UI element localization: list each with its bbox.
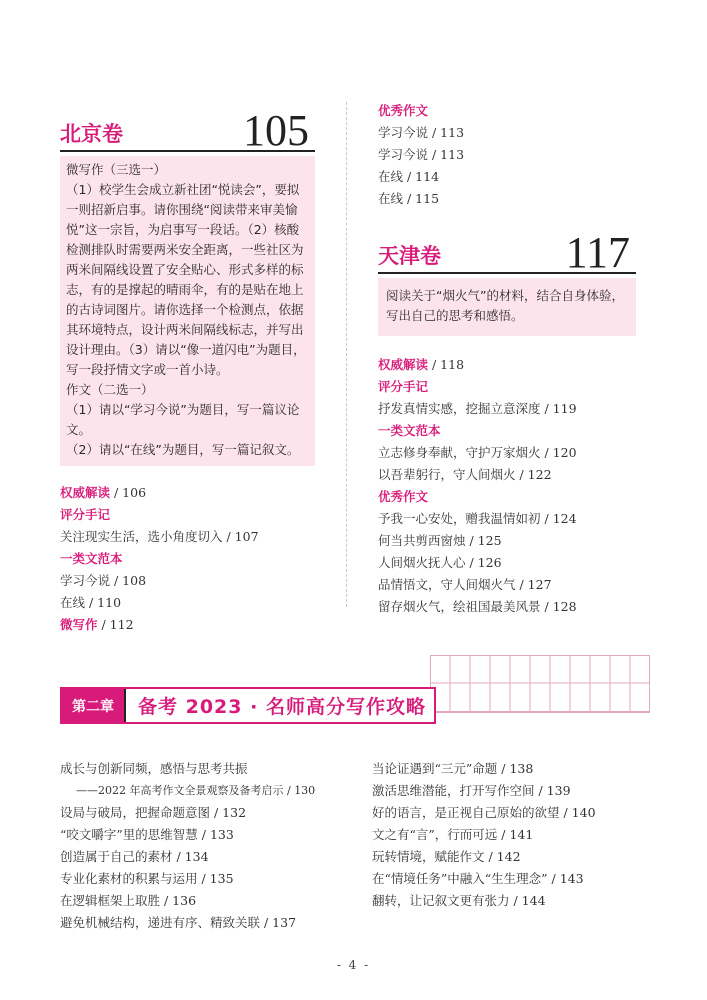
exam-prompt-box: [378, 278, 636, 336]
toc-entry[interactable]: 文之有“言”，行而可远 / 141: [372, 827, 534, 842]
toc-entry[interactable]: 成长与创新同频，感悟与思考共振: [60, 761, 248, 776]
toc-entry[interactable]: 学习今说 / 108: [60, 573, 147, 588]
toc-category[interactable]: 权威解读 / 106: [60, 485, 147, 500]
toc-entry[interactable]: 品情悟文，守人间烟火气 / 127: [378, 577, 552, 592]
page-number: - 4 -: [336, 958, 371, 972]
toc-category: 一类文范本: [60, 551, 123, 566]
section-title: 北京卷: [60, 122, 123, 146]
section-header-tianjin: [378, 228, 636, 277]
toc-entry[interactable]: 何当共剪西窗烛 / 125: [378, 533, 502, 548]
toc-entry[interactable]: 好的语言，是正视自己原始的欲望 / 140: [372, 805, 596, 820]
toc-entry[interactable]: 人间烟火抚人心 / 126: [378, 555, 502, 570]
chapter-toc-left: [60, 758, 350, 934]
toc-entry[interactable]: 避免机械结构，递进有序、精致关联 / 137: [60, 915, 297, 930]
chapter-title: 备考 2023 · 名师高分写作攻略: [138, 696, 426, 718]
toc-entry[interactable]: 在线 / 110: [60, 595, 122, 610]
column-divider: [346, 102, 347, 607]
toc-category: 评分手记: [378, 379, 429, 394]
toc-category: 评分手记: [60, 507, 111, 522]
toc-entry[interactable]: 关注现实生活，选小角度切入 / 107: [60, 529, 259, 544]
toc-category: 优秀作文: [378, 103, 429, 118]
toc-category[interactable]: 微写作 / 112: [60, 617, 134, 632]
toc-entry[interactable]: 留存烟火气，绘祖国最美风景 / 128: [378, 599, 577, 614]
toc-entry[interactable]: 抒发真情实感，挖掘立意深度 / 119: [378, 401, 577, 416]
chapter-label: 第二章: [62, 689, 126, 722]
left-column: [60, 106, 315, 636]
prompt-line: （1）校学生会成立新社团“悦读会”，要拟一则招新启事。请你围绕“阅读带来审美愉悦”这一宗旨，为启事写一段话。（2）核酸检测排队时需要两米安全距离，一些社区为两米间隔线设置了安全贴心、形式多样的标志，有的是撑起的晴雨伞，有的是贴在地上的古诗词图片。请你选择一个检测点，依据其环境特点，设计两米间隔线标志，并写出设计理由。（3）请以“像一道闪电”为题目，写一段抒情文字或一首小诗。: [66, 182, 306, 377]
toc-entry[interactable]: 以吾辈躬行，守人间烟火 / 122: [378, 467, 552, 482]
toc-entry[interactable]: 在逻辑框架上取胜 / 136: [60, 893, 197, 908]
toc-entry[interactable]: 翻转，让记叙文更有张力 / 144: [372, 893, 546, 908]
toc-entry[interactable]: 在线 / 114: [378, 169, 440, 184]
section-header-beijing: [60, 106, 315, 155]
toc-entry[interactable]: 在“情境任务”中融入“生生理念” / 143: [372, 871, 584, 886]
toc-entry[interactable]: 予我一心安处，赠我温情如初 / 124: [378, 511, 577, 526]
toc-category[interactable]: 权威解读 / 118: [378, 357, 465, 372]
chapter-banner: [60, 687, 436, 724]
prompt-line: 微写作（三选一）: [66, 162, 167, 177]
toc-entry[interactable]: 玩转情境，赋能作文 / 142: [372, 849, 521, 864]
section-title: 天津卷: [378, 244, 441, 268]
toc-entry-subtitle[interactable]: ——2022 年高考作文全景观察及备考启示 / 130: [76, 784, 316, 797]
toc-entry[interactable]: 当论证遇到“三元”命题 / 138: [372, 761, 534, 776]
exam-prompt-box: [60, 156, 315, 466]
prompt-line: 阅读关于“烟火气”的材料，结合自身体验，写出自己的思考和感悟。: [386, 288, 624, 323]
toc-entry[interactable]: 创造属于自己的素材 / 134: [60, 849, 209, 864]
decorative-grid: [430, 655, 650, 715]
toc-entry[interactable]: 激活思维潜能，打开写作空间 / 139: [372, 783, 571, 798]
section-page-number: 117: [565, 228, 630, 277]
toc-entry[interactable]: “咬文嚼字”里的思维智慧 / 133: [60, 827, 234, 842]
chapter-toc-right: [372, 758, 652, 912]
section-page-number: 105: [243, 106, 309, 155]
right-column: [378, 100, 636, 618]
toc-entry[interactable]: 专业化素材的积累与运用 / 135: [60, 871, 234, 886]
prompt-line: （1）请以“学习今说”为题目，写一篇议论文。: [66, 402, 300, 437]
prompt-line: （2）请以“在线”为题目，写一篇记叙文。: [66, 442, 300, 457]
toc-entry[interactable]: 学习今说 / 113: [378, 147, 465, 162]
toc-entry[interactable]: 立志修身奉献，守护万家烟火 / 120: [378, 445, 577, 460]
toc-entry[interactable]: 在线 / 115: [378, 191, 440, 206]
toc-category: 一类文范本: [378, 423, 441, 438]
toc-category: 优秀作文: [378, 489, 429, 504]
prompt-line: 作文（二选一）: [66, 382, 154, 397]
toc-entry[interactable]: 设局与破局，把握命题意图 / 132: [60, 805, 247, 820]
toc-entry[interactable]: 学习今说 / 113: [378, 125, 465, 140]
